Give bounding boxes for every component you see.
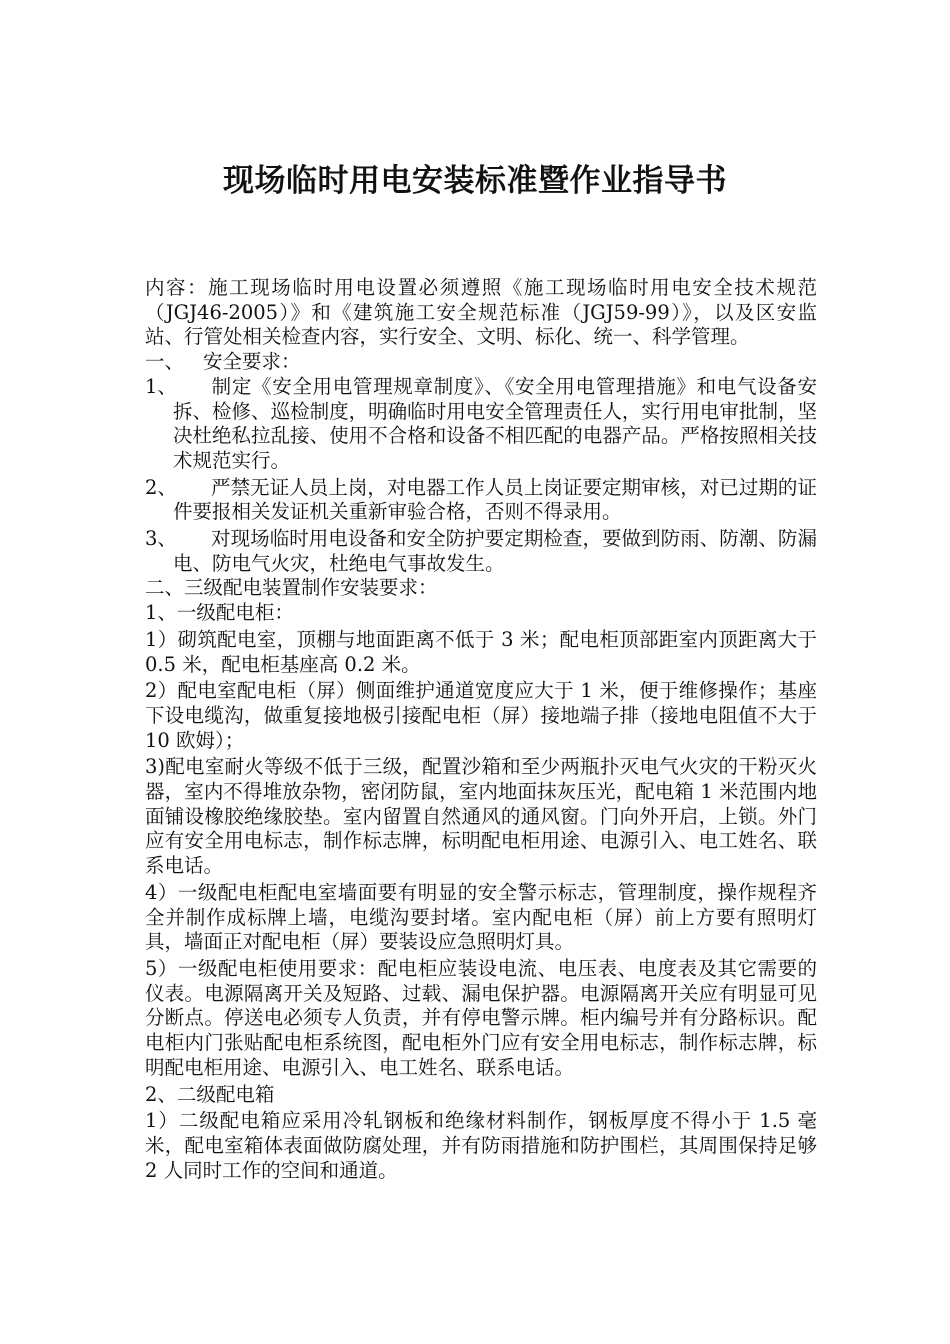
paragraph: 1）砌筑配电室，顶棚与地面距离不低于 3 米；配电柜顶部距室内顶距离大于 0.5 米，配电柜基座高 0.2 米。 [145,627,817,676]
paragraph: 2）配电室配电柜（屏）侧面维护通道宽度应大于 1 米，便于维修操作；基座下设电缆沟，做重复接地极引接配电柜（屏）接地端子排（接地电阻值不大于 10 欧姆）； [145,679,817,752]
list-item [145,476,817,525]
paragraph: 1）二级配电箱应采用冷轧钢板和绝缘材料制作，钢板厚度不得小于 1.5 毫米，配电室箱体表面做防腐处理，并有防雨措施和防护围栏，其周围保持足够 2 人同时工作的空间和通道。 [145,1109,817,1182]
list-item-number: 2、 [145,475,177,499]
list-item-number: 1、 [145,374,177,398]
document-title: 现场临时用电安装标准暨作业指导书 [223,163,727,199]
document-body [145,276,817,1183]
list-item-text: 制定《安全用电管理规章制度》、《安全用电管理措施》和电气设备安拆、检修、巡检制度，明确临时用电安全管理责任人，实行用电审批制，坚决杜绝私拉乱接、使用不合格和设备不相匹配的电器产品。严格按照相关技术规范实行。 [173,374,817,472]
list-item-number: 3、 [145,527,177,551]
intro-paragraph: 内容：施工现场临时用电设置必须遵照《施工现场临时用电安全技术规范（JGJ46-2005）》和《建筑施工安全规范标准（JGJ59-99）》，以及区安监站、行管处相关检查内容，实行安全、文明、标化、统一、科学管理。 [145,276,817,349]
list-item [145,375,817,474]
section-number: 一、 [145,350,185,374]
list-item-text: 严禁无证人员上岗，对电器工作人员上岗证要定期审核，对已过期的证件要报相关发证机关重新审验合格，否则不得录用。 [173,475,817,524]
paragraph: 5）一级配电柜使用要求：配电柜应装设电流、电压表、电度表及其它需要的仪表。电源隔离开关及短路、过载、漏电保护器。电源隔离开关应有明显可见分断点。停送电必须专人负责，并有停电警示牌。柜内编号并有分路标识。配电柜内门张贴配电柜系统图，配电柜外门应有安全用电标志，制作标志牌，标明配电柜用途、电源引入、电工姓名、联系电话。 [145,956,817,1079]
paragraph: 3)配电室耐火等级不低于三级，配置沙箱和至少两瓶扑灭电气火灾的干粉灭火器，室内不得堆放杂物，密闭防鼠，室内地面抹灰压光，配电箱 1 米范围内地面铺设橡胶绝缘胶垫。室内留置自然通风的通风窗。门向外开启，上锁。外门应有安全用电标志，制作标志牌，标明配电柜用途、电源引入、电工姓名、联系电话。 [145,755,817,878]
subsection-heading-1: 1、一级配电柜： [145,601,294,625]
section-title: 安全要求： [203,350,301,374]
paragraph: 4）一级配电柜配电室墙面要有明显的安全警示标志，管理制度，操作规程齐全并制作成标牌上墙，电缆沟要封堵。室内配电柜（屏）前上方要有照明灯具，墙面正对配电柜（屏）要装设应急照明灯具。 [145,880,817,954]
list-item [145,527,817,576]
subsection-heading-2: 2、二级配电箱 [145,1082,275,1106]
section-heading-2: 二、三级配电装置制作安装要求： [145,576,438,600]
section-heading-1 [145,350,817,375]
list-item-text: 对现场临时用电设备和安全防护要定期检查，要做到防雨、防潮、防漏电、防电气火灾，杜绝电气事故发生。 [173,527,817,575]
